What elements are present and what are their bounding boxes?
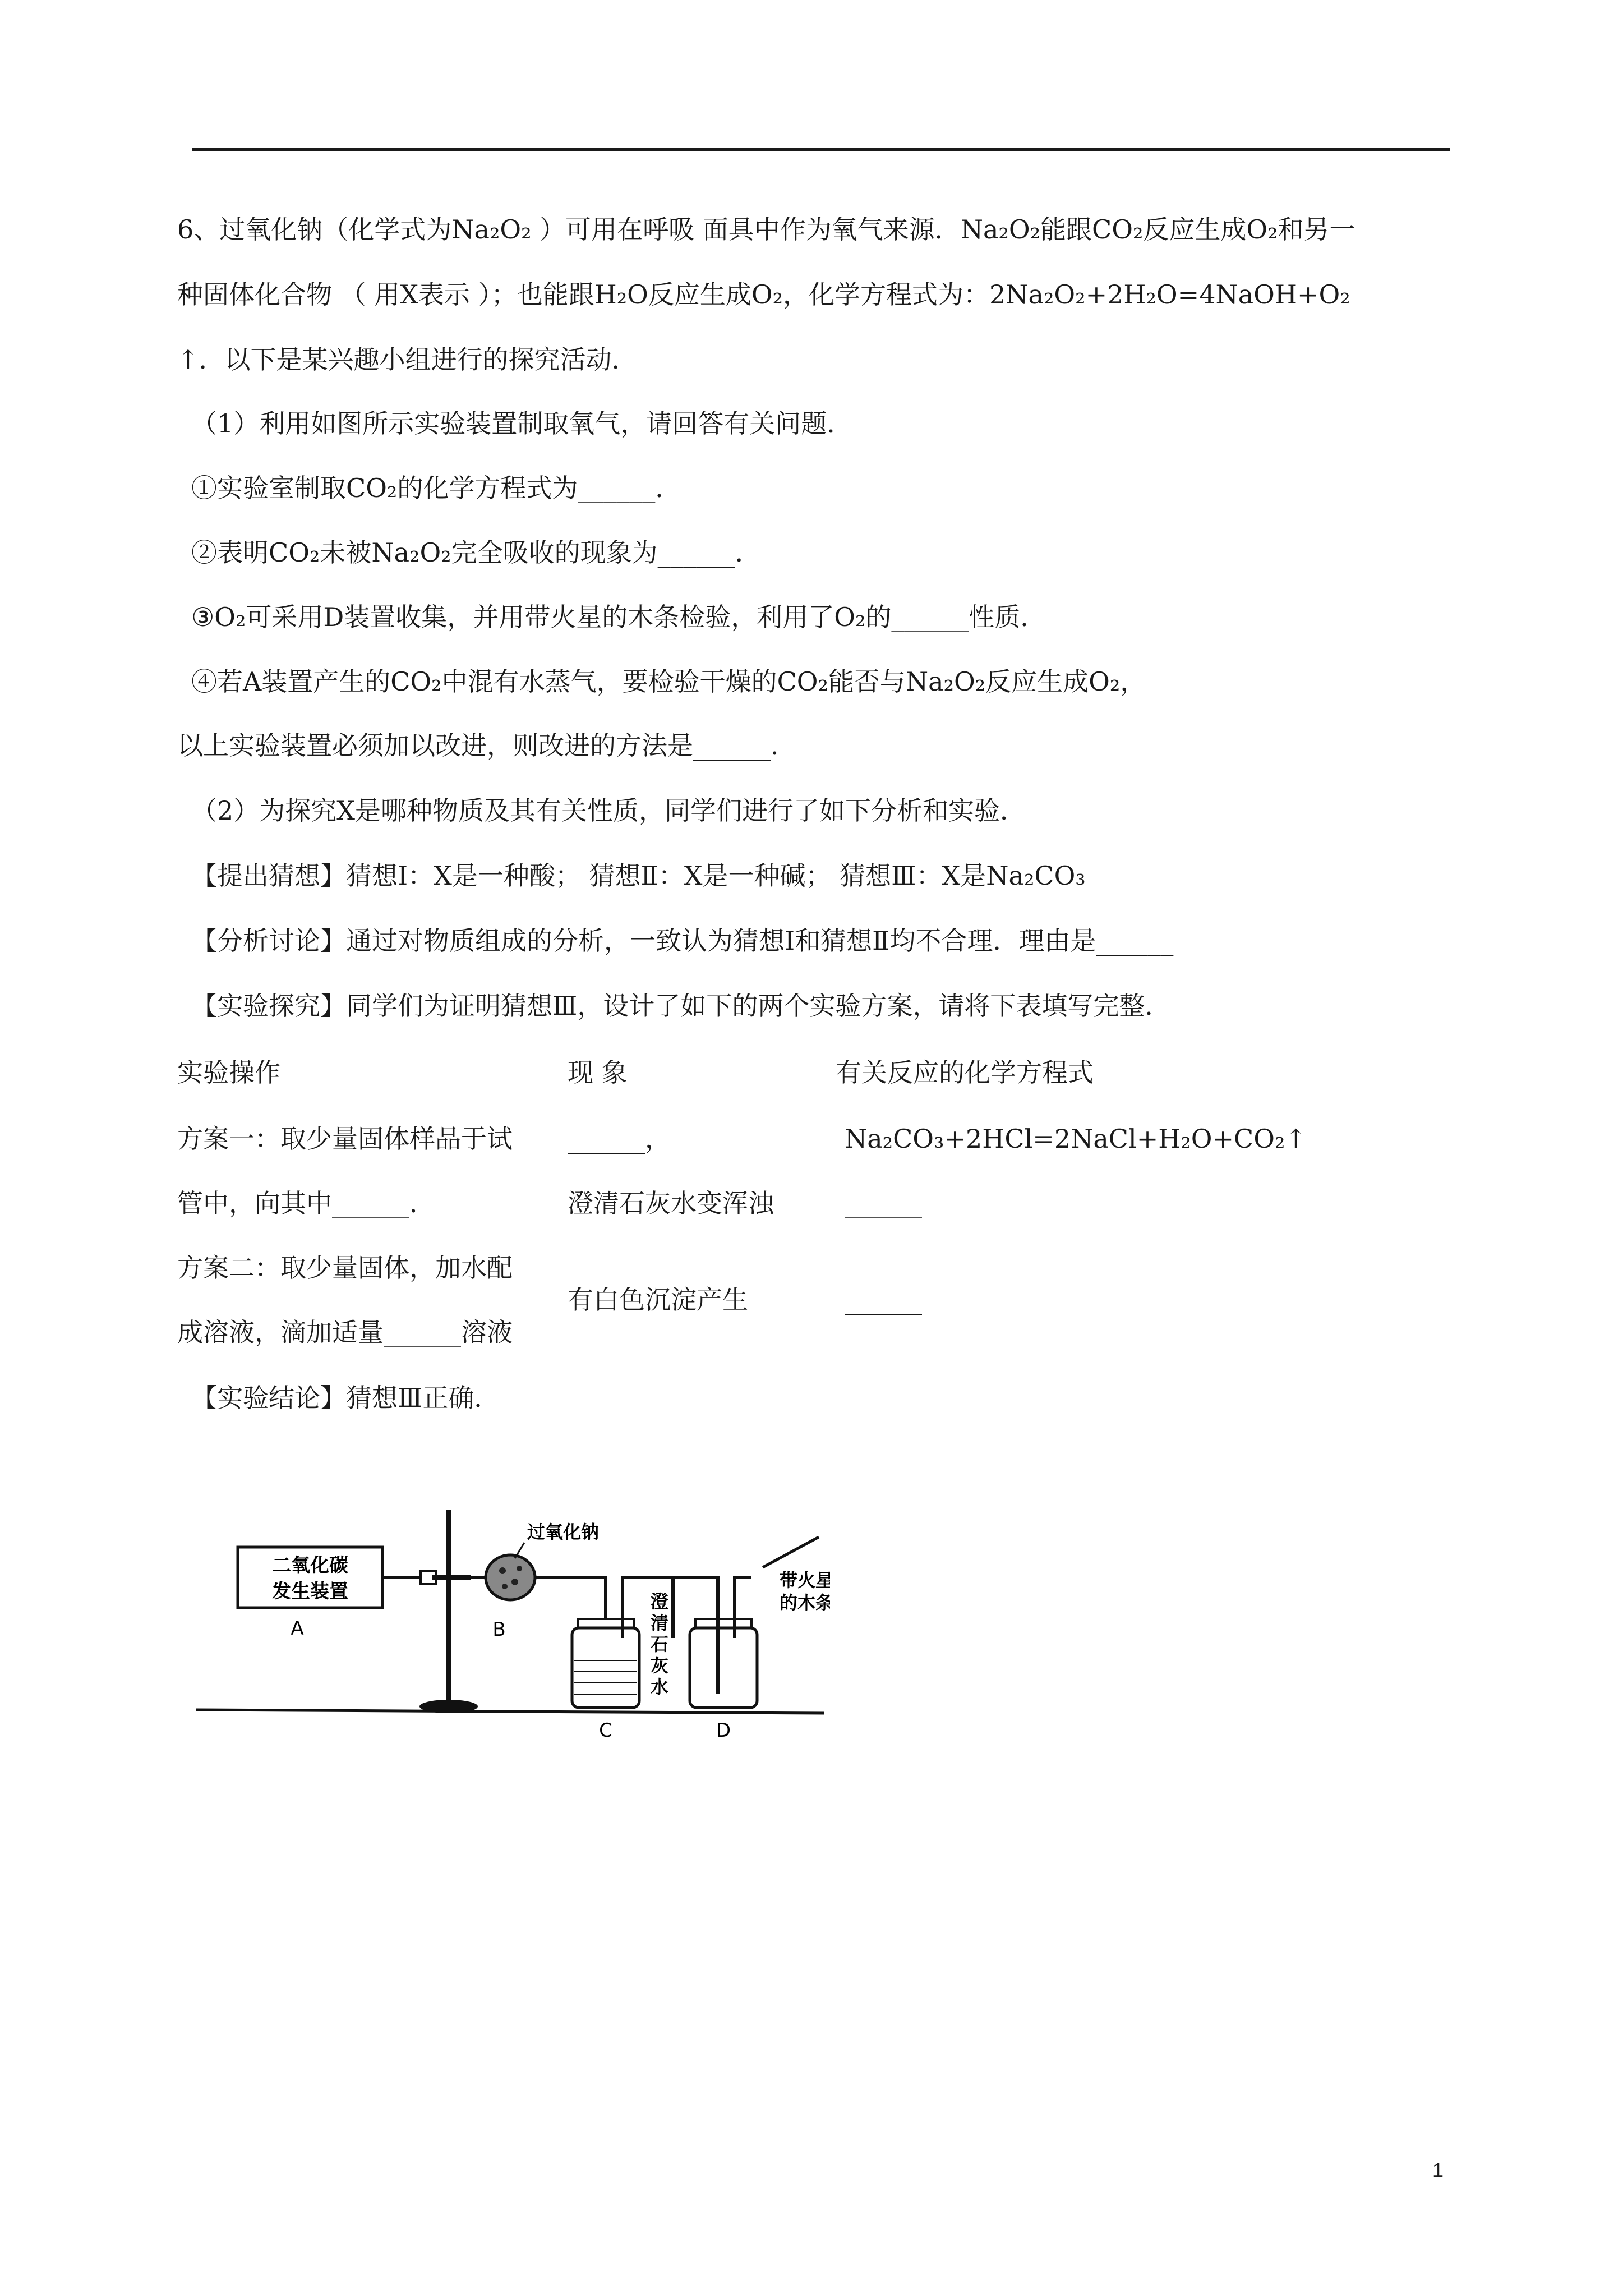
limewater-char-4: 灰 <box>651 1655 669 1676</box>
part-1-intro: （1）利用如图所示实验装置制取氧气，请回答有关问题． <box>191 408 853 439</box>
plan1-operation-a: 方案一：取少量固体样品于试 <box>177 1124 513 1154</box>
sub-question-1: ①实验室制取CO₂的化学方程式为______． <box>191 473 681 503</box>
part-2-intro: （2）为探究X是哪种物质及其有关性质，同学们进行了如下分析和实验． <box>191 795 1026 826</box>
limewater-char-5: 水 <box>651 1676 669 1697</box>
plan2-phenomenon: 有白色沉淀产生 <box>568 1285 748 1315</box>
sub-question-2: ②表明CO₂未被Na₂O₂完全吸收的现象为______． <box>191 537 761 568</box>
sub-question-4b: 以上实验装置必须加以改进，则改进的方法是______． <box>177 730 796 761</box>
generator-label-2: 发生装置 <box>272 1580 348 1603</box>
page-number: 1 <box>1432 2159 1444 2182</box>
plan1-phenomenon-a: ______， <box>568 1124 671 1154</box>
generator-label-1: 二氧化碳 <box>272 1554 348 1577</box>
reagent-label: 过氧化钠 <box>527 1521 600 1543</box>
sub-question-4a: ④若A装置产生的CO₂中混有水蒸气，要检验干燥的CO₂能否与Na₂O₂反应生成O₂， <box>191 666 1146 697</box>
label-b: B <box>492 1618 506 1641</box>
apparatus-diagram <box>191 1498 830 1739</box>
label-d: D <box>716 1719 731 1739</box>
apparatus-figure <box>191 1498 830 1739</box>
question-line-3: ↑．以下是某兴趣小组进行的探究活动． <box>177 344 638 375</box>
plan2-operation-b: 成溶液，滴加适量______溶液 <box>177 1317 513 1347</box>
iron-stand-base <box>419 1700 478 1713</box>
question-line-2: 种固体化合物 （ 用X表示 ）；也能跟H₂O反应生成O₂，化学方程式为：2Na₂O₂+2H₂O=4NaOH+O₂ <box>177 279 1350 310</box>
splint-label-1: 带火星 <box>780 1570 830 1591</box>
plan2-operation-a: 方案二：取少量固体，加水配 <box>177 1253 513 1283</box>
table-header-equation: 有关反应的化学方程式 <box>836 1057 1094 1088</box>
sub-question-3: ③O₂可采用D装置收集，并用带火星的木条检验，利用了O₂的______性质． <box>191 602 1046 632</box>
conclusion-line: 【实验结论】猜想Ⅲ正确． <box>191 1383 500 1413</box>
limewater-char-3: 石 <box>651 1634 669 1655</box>
experiment-line: 【实验探究】同学们为证明猜想Ⅲ，设计了如下的两个实验方案，请将下表填写完整． <box>191 991 1171 1021</box>
question-line-1: 6、过氧化钠（化学式为Na₂O₂ ）可用在呼吸 面具中作为氧气来源．Na₂O₂能跟CO₂反应生成O₂和另一 <box>177 214 1355 245</box>
header-rule <box>192 148 1450 151</box>
plan1-equation-b: ______ <box>845 1188 922 1218</box>
discussion-line: 【分析讨论】通过对物质组成的分析，一致认为猜想Ⅰ和猜想Ⅱ均不合理．理由是______ <box>191 926 1174 956</box>
hypothesis-line: 【提出猜想】猜想Ⅰ：X是一种酸； 猜想Ⅱ：X是一种碱； 猜想Ⅲ：X是Na₂CO₃ <box>191 861 1086 891</box>
limewater-char-1: 澄 <box>651 1591 669 1612</box>
collection-bottle <box>690 1628 757 1708</box>
plan1-equation-a: Na₂CO₃+2HCl=2NaCl+H₂O+CO₂↑ <box>845 1124 1307 1154</box>
label-a: A <box>291 1617 304 1640</box>
plan1-phenomenon-b: 澄清石灰水变浑浊 <box>568 1188 774 1218</box>
plan2-equation: ______ <box>845 1285 922 1315</box>
limewater-bottle <box>572 1628 639 1708</box>
glowing-splint <box>763 1537 819 1567</box>
table-header-phenomenon: 现 象 <box>568 1057 628 1088</box>
limewater-char-2: 清 <box>651 1612 669 1634</box>
sodium-peroxide-tube <box>486 1555 535 1600</box>
table-header-operation: 实验操作 <box>177 1057 280 1088</box>
plan1-operation-b: 管中，向其中______． <box>177 1188 435 1218</box>
splint-label-2: 的木条 <box>780 1592 830 1613</box>
label-c: C <box>599 1719 612 1739</box>
